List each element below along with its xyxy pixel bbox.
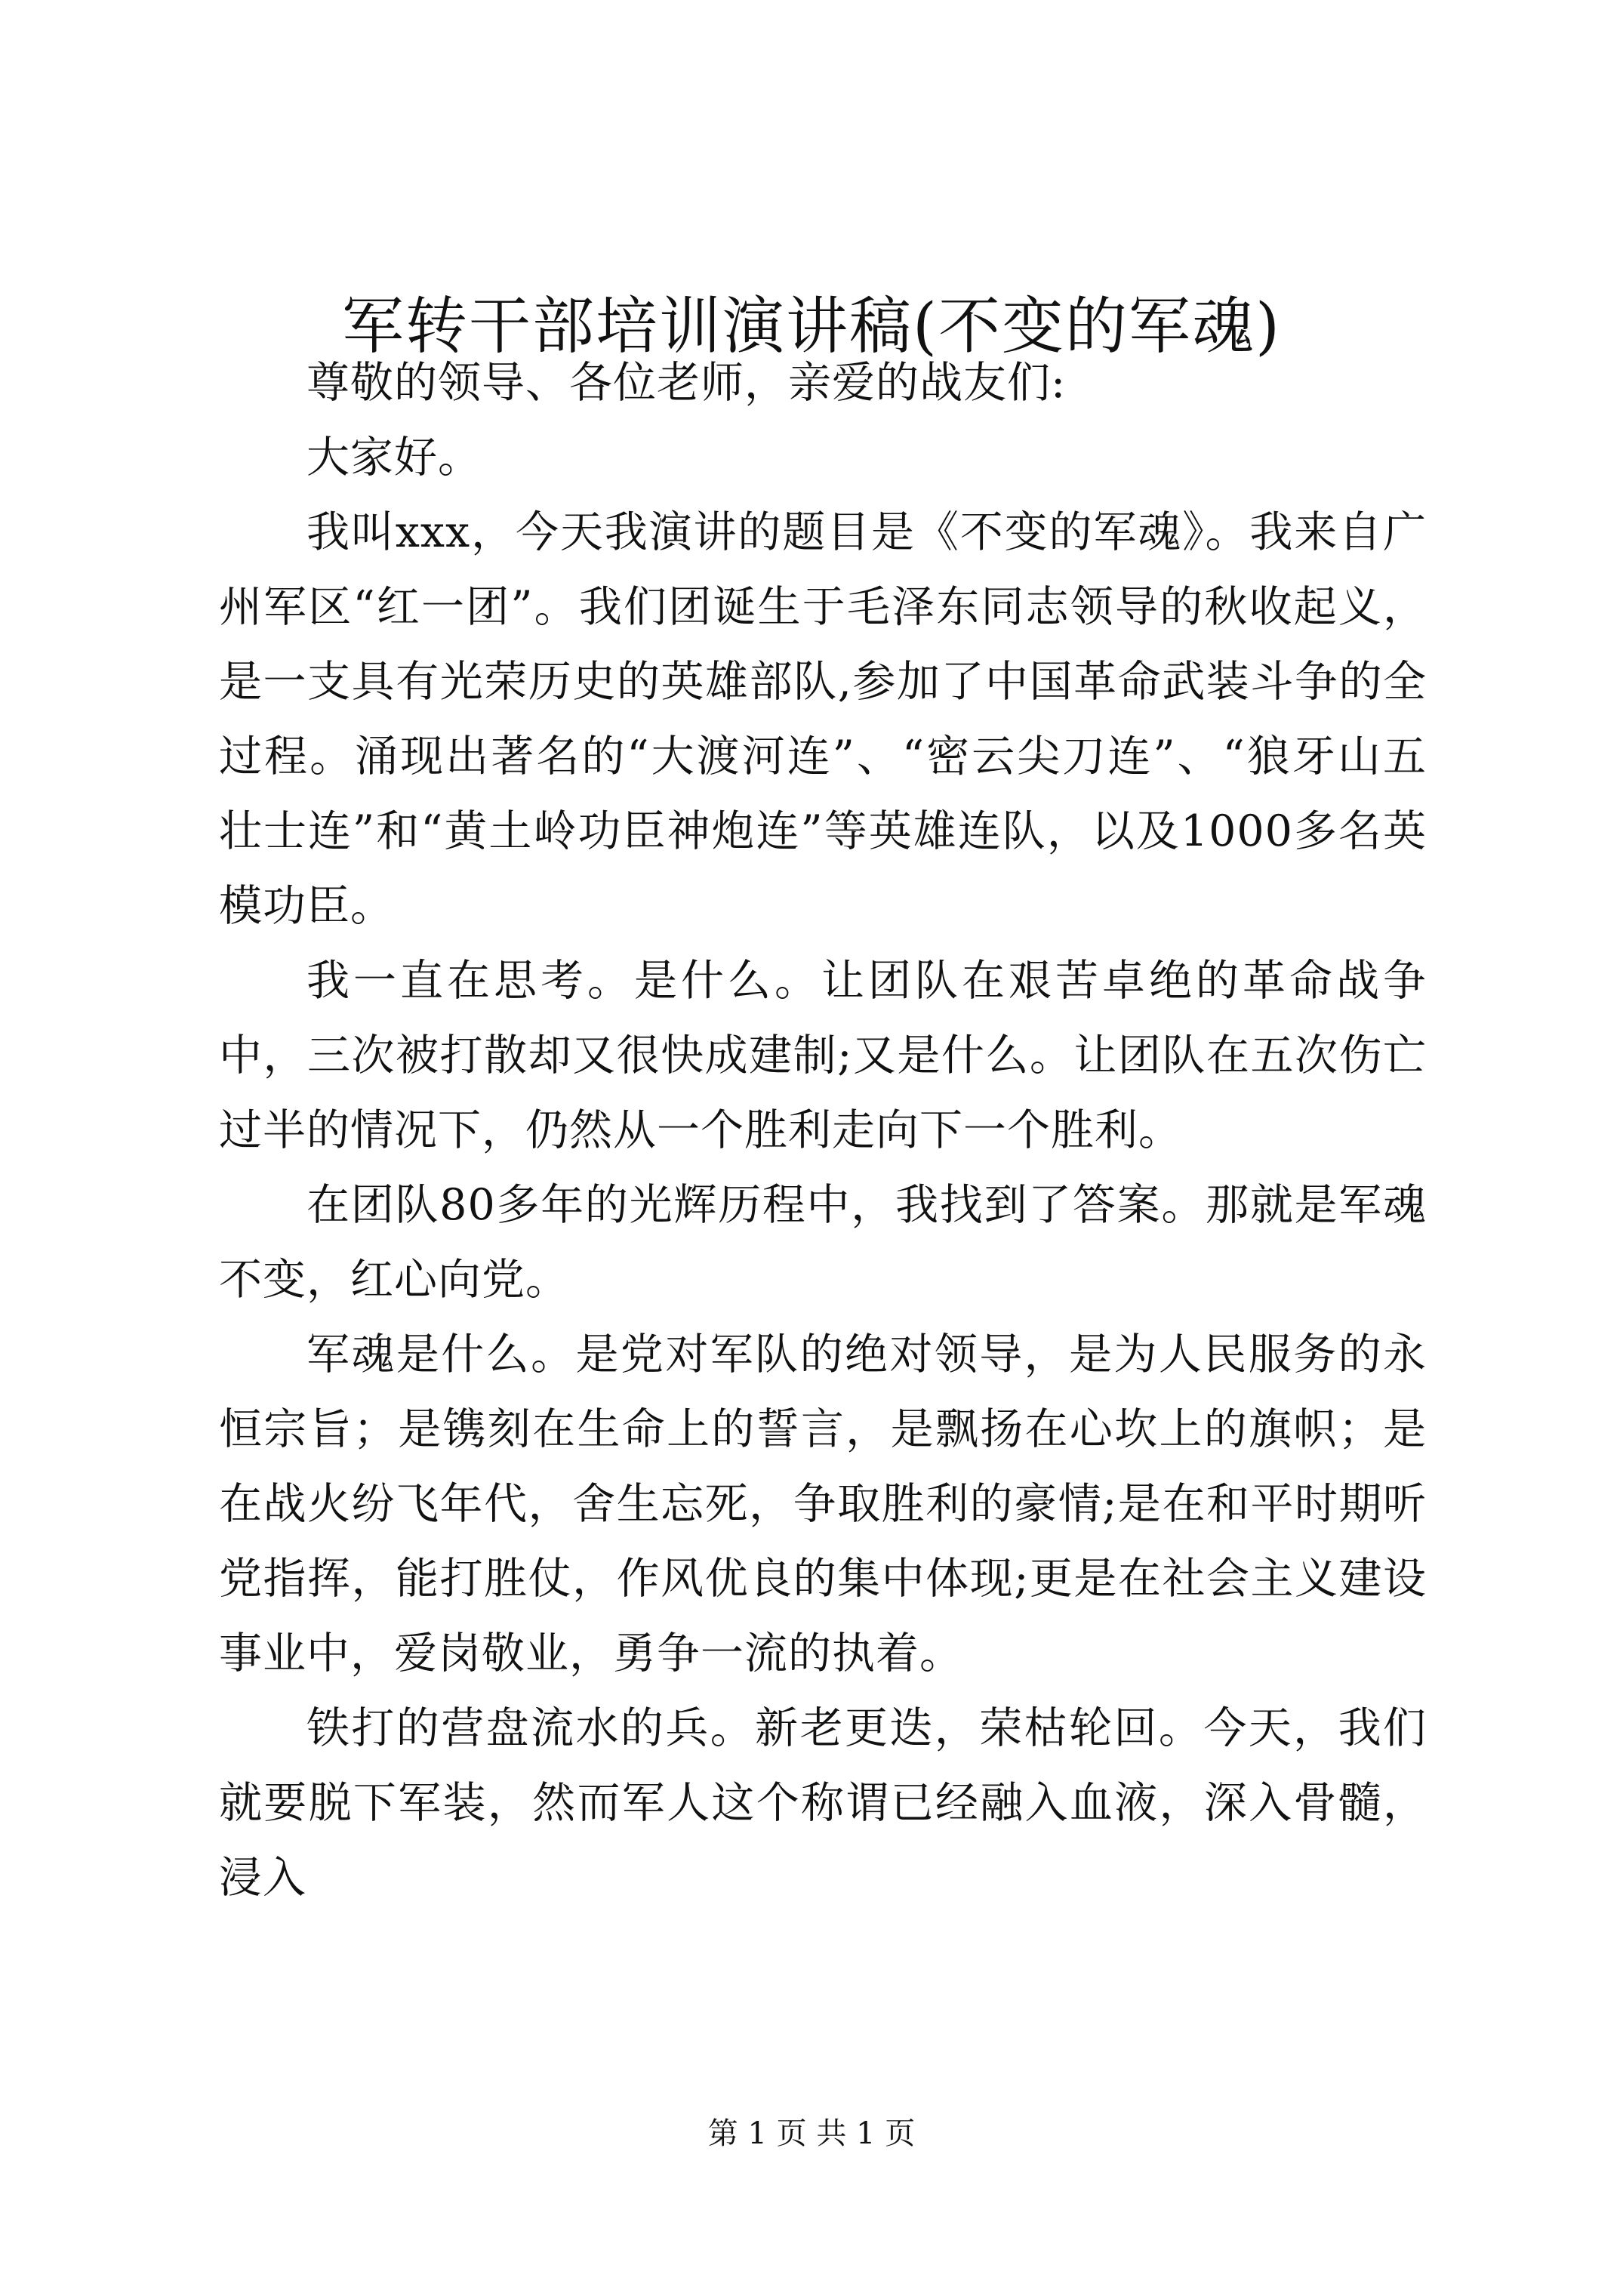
paragraph-answer: 在团队80多年的光辉历程中，我找到了答案。那就是军魂不变，红心向党。 bbox=[219, 1180, 1427, 1305]
paragraph-reflection: 我一直在思考。是什么。让团队在艰苦卓绝的革命战争中，三次被打散却又很快成建制;又是什么。让团队在五次伤亡过半的情况下，仍然从一个胜利走向下一个胜利。 bbox=[219, 956, 1427, 1155]
paragraph-farewell: 铁打的营盘流水的兵。新老更迭，荣枯轮回。今天，我们就要脱下军装，然而军人这个称谓已经融入血液，深入骨髓，浸入 bbox=[219, 1703, 1427, 1903]
paragraph-army-soul: 军魂是什么。是党对军队的绝对领导，是为人民服务的永恒宗旨；是镌刻在生命上的誓言，是飘扬在心坎上的旗帜；是在战火纷飞年代，舍生忘死，争取胜利的豪情;是在和平时期听党指挥，能打胜仗，作风优良的集中体现;更是在社会主义建设事业中，爱岗敬业，勇争一流的执着。 bbox=[219, 1330, 1427, 1678]
document-title: 军转干部培训演讲稿(不变的军魂) bbox=[342, 291, 1281, 362]
paragraph-introduction: 我叫xxx，今天我演讲的题目是《不变的军魂》。我来自广州军区“红一团”。我们团诞生于毛泽东同志领导的秋收起义，是一支具有光荣历史的英雄部队,参加了中国革命武装斗争的全过程。涌现出著名的“大渡河连”、“密云尖刀连”、“狼牙山五壮士连”和“黄土岭功臣神炮连”等英雄连队，以及1000多名英模功臣。 bbox=[219, 507, 1427, 931]
page-number-footer: 第 1 页 共 1 页 bbox=[707, 2116, 916, 2151]
paragraph-greeting: 大家好。 bbox=[306, 433, 482, 482]
document-body bbox=[219, 346, 1427, 1915]
paragraph-salutation: 尊敬的领导、各位老师，亲爱的战友们: bbox=[306, 358, 1067, 408]
